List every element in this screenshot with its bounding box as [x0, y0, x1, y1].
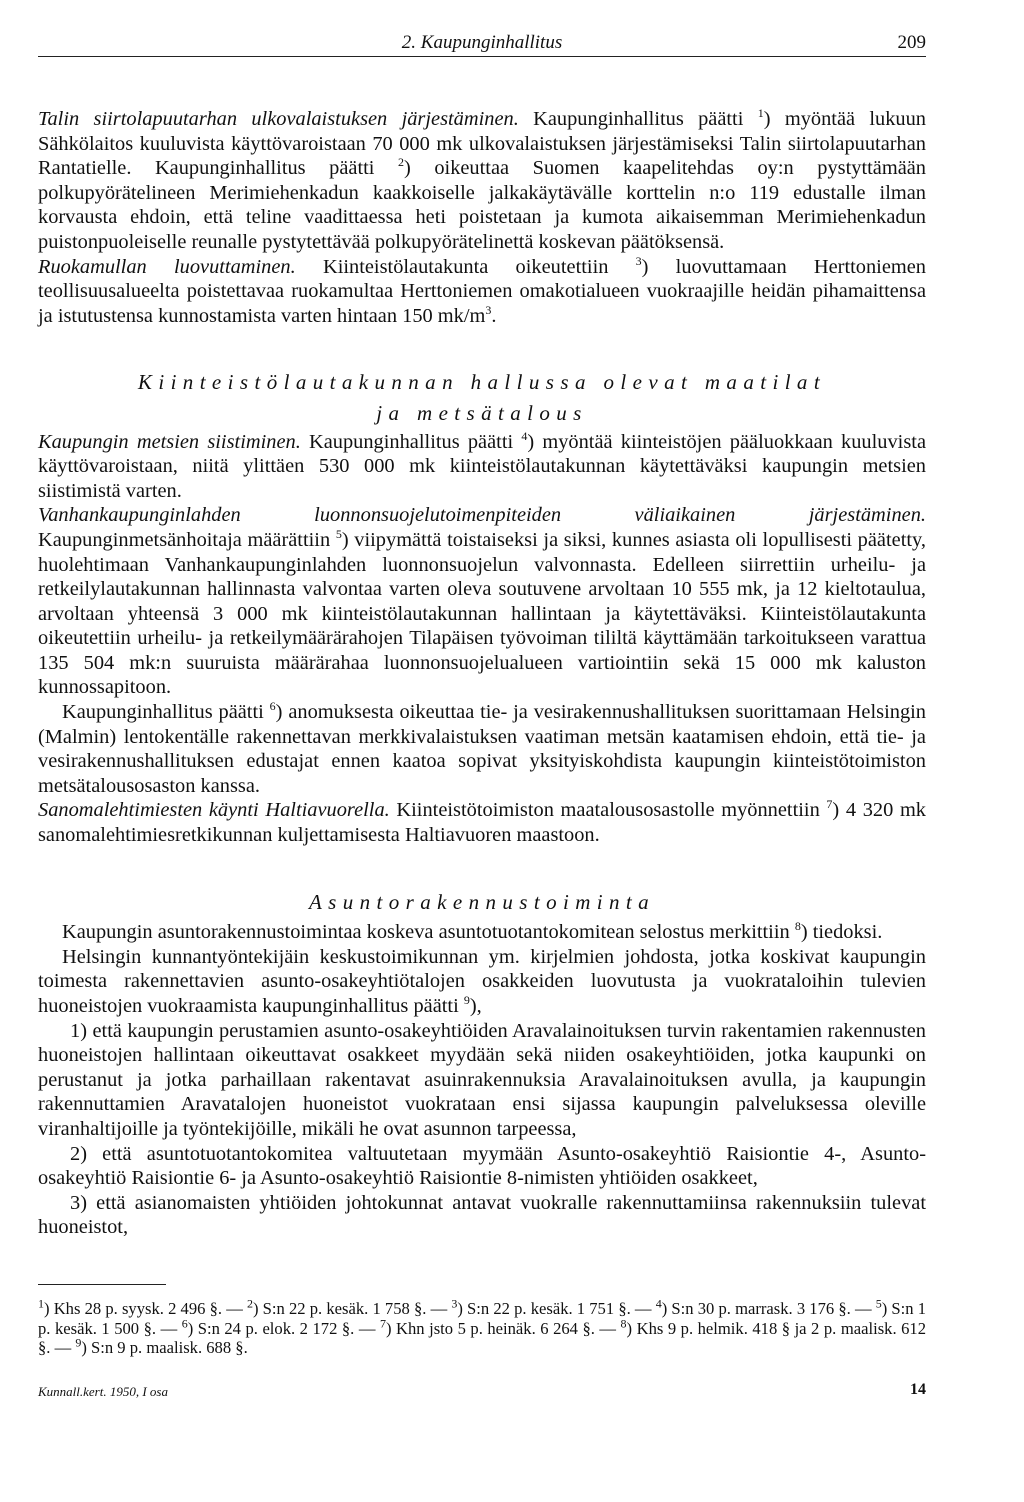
- text-run: Kaupunginhallitus päätti: [300, 430, 522, 453]
- footnote-marker: 5: [875, 1296, 882, 1311]
- footnote-marker: 8: [620, 1316, 627, 1330]
- text-run: Kaupungin asuntorakennustoimintaa koskeva asuntotuotantokomitean selostus merkittiin: [62, 921, 795, 944]
- running-title: 2. Kaupunginhallitus: [401, 32, 563, 53]
- text-run: Kaupunginhallitus päätti: [62, 701, 270, 724]
- text-run: .: [491, 304, 497, 327]
- section-heading-asuntorakennustoiminta: Asuntorakennustoiminta: [308, 889, 656, 914]
- paragraph-selostus: [38, 920, 926, 945]
- text-run: Kaupunginhallitus päätti: [518, 108, 758, 130]
- subheading-haltiavuori: Sanomalehtimiesten käynti Haltiavuorella.: [38, 799, 390, 822]
- footnote: ) S:n 24 p. elok. 2 172 §. —: [187, 1318, 380, 1338]
- footnote: ) S:n 22 p. kesäk. 1 751 §. —: [457, 1298, 656, 1318]
- document-page: [38, 28, 926, 1404]
- text-run: ) 4 320 mk sanomalehtimiesretkikunnan kuljettamisesta Haltiavuoren maastoon.: [38, 799, 927, 847]
- text-run: Kiinteistölautakunta oikeutettiin: [295, 255, 636, 278]
- page-footer: [38, 1380, 926, 1404]
- footnote: ) S:n 30 p. marrask. 3 176 §. —: [661, 1298, 876, 1318]
- exponent: 3: [485, 302, 492, 317]
- text-run: Helsingin kunnantyöntekijäin keskustoimikunnan ym. kirjelmien johdosta, jotka koskivat kaupungin toimesta rakennettavien asunto-osakeyhtiötalojen osakkeiden luovutusta ja vuokrataloihin tulevien huoneistojen vuokraamista kaupunginhallitus päätti: [38, 945, 926, 1017]
- page-number: 209: [897, 32, 926, 53]
- footnote: ) S:n 9 p. maalisk. 688 §.: [81, 1338, 248, 1358]
- footnote-divider: [38, 1284, 166, 1285]
- source-reference: Kunnall.kert. 1950, I osa: [38, 1383, 168, 1399]
- paragraph-ruokamulta: [38, 255, 926, 329]
- footnote-marker: 8: [794, 919, 801, 934]
- text-run: ) oikeuttaa Suomen kaapelitehdas oy:n pystyttämään polkupyörätelineen Merimiehenkadun kaakkoiselle jalkakäytävälle korttelin n:o 119 edustalle ilman korvausta ehdoin, että teline vaadittaessa heti poistetaan ja kumota aikaisemman Merimiehenkadun puistonpuoleiselle reunalle pystytettävää polkupyörätelinettä koskevan päätöksensä.: [38, 157, 927, 253]
- signature-number: 14: [910, 1380, 926, 1398]
- text-run: ) tiedoksi.: [800, 921, 883, 944]
- list-item: 1) että kaupungin perustamien asunto-osakeyhtiöiden Aravalainoituksen turvin rakentamien rakennusten huoneistojen hallintaan oikeuttavat osakkeet myydään sekä niiden osakeyhtiöiden, jotka kaupunki on perustanut ja jotka parhaillaan rakentavat asuinrakennuksia Aravalainoituksen avulla, ja kaupungin rakennuttamien Aravatalojen huoneistot vuokrataan ensi sijassa kaupungin palveluksessa oleville viranhaltijoille ja työntekijöille, mikäli he ovat asunnon tarpeessa,: [38, 1019, 926, 1140]
- footnote-marker: 6: [269, 699, 276, 714]
- footnote: ) Khs 28 p. syysk. 2 496 §. —: [44, 1298, 247, 1318]
- paragraph-metsat: [38, 430, 926, 504]
- footnote: ) S:n 1 p. kesäk. 1 500 §. —: [38, 1298, 927, 1338]
- footnote-marker: 2: [398, 155, 404, 170]
- paragraph-lentokentta: [38, 700, 926, 798]
- text-run: ) myöntää kiinteistöjen pääluokkaan kuuluvista käyttövaroistaan, niitä ylittäen 530 000 mk kiinteistölautakunnan käytettäväksi kaupungin metsien siistimistä varten.: [38, 430, 926, 502]
- paragraph-kirjelmat: [38, 945, 926, 1019]
- paragraph-haltiavuori: [38, 798, 926, 847]
- text-run: ),: [469, 995, 482, 1017]
- footnote-marker: 7: [826, 797, 833, 812]
- footnote: ) Khs 9 p. helmik. 418 § ja 2 p. maalisk. 612 §. —: [38, 1318, 926, 1358]
- subheading-metsat: Kaupungin metsien siistiminen.: [38, 430, 301, 453]
- footnote-marker: 3: [635, 253, 642, 268]
- footnote-marker: 1: [757, 106, 764, 121]
- footnote-marker: 6: [181, 1316, 188, 1330]
- text-run: ) myöntää lukuun Sähkölaitos kuuluvista käyttövaroistaan 70 000 mk ulkovalaistuksen järjestämiseksi Talin siirtolapuutarhan Rantatielle. Kaupunginhallitus päätti: [38, 108, 926, 180]
- paragraph-talin: [38, 107, 926, 255]
- footnote-marker: 7: [379, 1316, 386, 1330]
- list-item: 3) että asianomaisten yhtiöiden johtokunnat antavat vuokralle rakennuttamiinsa rakennuksiin tulevat huoneistot,: [38, 1191, 926, 1239]
- footnote-marker: 5: [335, 527, 342, 542]
- text-run: ) luovuttamaan Herttoniemen teollisuusalueelta poistettavaa ruokamultaa Herttoniemen omakotialueen vuokraajille heidän pihamaittensa ja istutustensa kunnostamista varten hintaan 150 mk/m: [38, 255, 926, 327]
- subheading-vanhankaupunginlahti: Vanhankaupunginlahden luonnonsuojelutoimenpiteiden väliaikainen järjestäminen.: [38, 504, 926, 527]
- text-run: Kaupunginmetsänhoitaja määrättiin: [38, 528, 336, 551]
- footnote-marker: 2: [246, 1296, 253, 1311]
- text-run: Kiinteistötoimiston maatalousosastolle myönnettiin: [389, 799, 827, 822]
- footnote-marker: 1: [38, 1296, 44, 1311]
- text-run: ) viipymättä toistaiseksi ja siksi, kunnes asiasta oli lopullisesti päätetty, huolehtimaan Vanhankaupunginlahden luonnonsuojelun valvonnasta. Edelleen siirrettiin urheilu- ja retkeilylautakunnan hallinnasta valvontaa varten oleva soutuvene arvoltaan 10 555 mk, ja 12 kieltotaulua, arvoltaan yhteensä 3 000 mk kiinteistölautakunnan hallintaan ja käytettäväksi. Kiinteistölautakunta oikeutettiin urheilu- ja retkeilymäärärahojen Tilapäisen työvoiman tililtä käyttämään tarkoitukseen varattua 135 504 mk:n suuruista määrärahaa luonnonsuojelualueen vartiointiin sekä 15 000 mk kaluston kunnossapitoon.: [38, 528, 926, 699]
- body-text: [38, 107, 926, 1404]
- footnotes: [38, 1296, 927, 1358]
- paragraph-vanhankaupunginlahti: [38, 503, 926, 700]
- section-heading-metsatalous: ja metsätalous: [376, 400, 588, 425]
- footnote-marker: 4: [655, 1296, 662, 1311]
- subheading-talin: Talin siirtolapuutarhan ulkovalaistuksen järjestäminen.: [38, 108, 519, 130]
- text-run: ) anomuksesta oikeuttaa tie- ja vesirakennushallituksen suorittamaan Helsingin (Malmin) lentokentälle rakennettavan merkkivalaistuksen vaatiman metsän kaatamisen ehdoin, että tie- ja vesirakennushallituksen edustajat ennen kaatoa sopivat yksityiskohdista kaupungin kiinteistötoimiston metsätalousosaston kanssa.: [38, 701, 926, 797]
- footnote: ) Khn jsto 5 p. heinäk. 6 264 §. —: [385, 1318, 621, 1338]
- footnote-marker: 9: [463, 993, 470, 1008]
- running-header: [38, 28, 926, 57]
- section-heading-maatilat: Kiinteistölautakunnan hallussa olevat maatilat: [137, 370, 827, 395]
- footnote-marker: 4: [521, 428, 528, 443]
- list-item: 2) että asuntotuotantokomitea valtuutetaan myymään Asunto-osakeyhtiö Raisiontie 4-, Asunto-osakeyhtiö Raisiontie 6- ja Asunto-osakeyhtiö Raisiontie 8-nimisten yhtiöiden osakkeet,: [38, 1142, 926, 1190]
- footnote-marker: 3: [451, 1296, 458, 1311]
- subheading-ruokamulta: Ruokamullan luovuttaminen.: [38, 255, 296, 278]
- footnote: ) S:n 22 p. kesäk. 1 758 §. —: [252, 1298, 452, 1318]
- footnote-marker: 9: [75, 1335, 82, 1350]
